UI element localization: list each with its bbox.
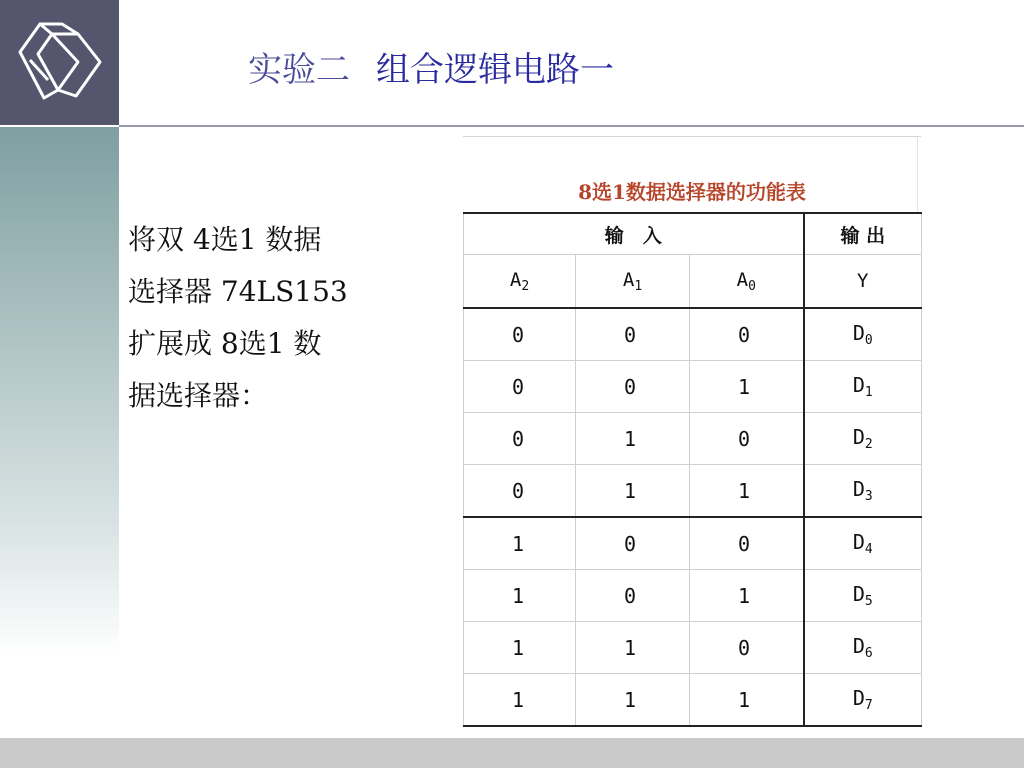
cell-a2: 1 [464, 622, 576, 674]
cell-a2: 1 [464, 674, 576, 727]
outputs-header: 输 出 [804, 213, 922, 255]
cell-a1: 0 [576, 517, 690, 570]
slide-title [248, 40, 614, 100]
cell-y: $D_3$ [804, 465, 922, 518]
cell-a1: 0 [576, 361, 690, 413]
truth-table [463, 212, 922, 727]
description-line: 将双 4选1 数据 [128, 223, 322, 256]
col-header-a2: $A_2$ [464, 255, 576, 309]
table-row [464, 622, 922, 674]
table-row [464, 308, 922, 361]
title-part1: 实验二 [248, 50, 350, 90]
column-header-row [464, 255, 922, 309]
cell-a1: 0 [576, 308, 690, 361]
cell-a1: 0 [576, 570, 690, 622]
description-line: 据选择器： [128, 379, 269, 412]
table-caption: 8选1数据选择器的功能表 [463, 136, 921, 212]
table-row [464, 674, 922, 727]
description-line: 选择器 74LS153 [128, 275, 348, 308]
header-divider [119, 125, 1024, 127]
title-part2: 组合逻辑电路一 [376, 50, 614, 90]
cell-a0: 1 [690, 570, 804, 622]
cell-a1: 1 [576, 465, 690, 518]
description-line: 扩展成 8选1 数 [128, 327, 322, 360]
col-header-a1: $A_1$ [576, 255, 690, 309]
table-row [464, 465, 922, 518]
cell-a2: 0 [464, 361, 576, 413]
col-header-a0: $A_0$ [690, 255, 804, 309]
cell-a2: 1 [464, 570, 576, 622]
cell-y: $D_1$ [804, 361, 922, 413]
cell-y: $D_0$ [804, 308, 922, 361]
cell-a0: 0 [690, 622, 804, 674]
cell-y: $D_5$ [804, 570, 922, 622]
cell-a2: 1 [464, 517, 576, 570]
table-row [464, 517, 922, 570]
table-row [464, 570, 922, 622]
cell-a0: 1 [690, 361, 804, 413]
description [128, 214, 448, 422]
cell-a1: 1 [576, 622, 690, 674]
cell-a0: 1 [690, 674, 804, 727]
cell-a2: 0 [464, 308, 576, 361]
table-row [464, 361, 922, 413]
cell-a1: 1 [576, 413, 690, 465]
cell-a2: 0 [464, 413, 576, 465]
group-header-row [464, 213, 922, 255]
left-decor-gradient [0, 127, 119, 657]
cell-a2: 0 [464, 465, 576, 518]
cell-a0: 1 [690, 465, 804, 518]
cell-a0: 0 [690, 517, 804, 570]
cell-a0: 0 [690, 413, 804, 465]
caption-frame-line [917, 136, 918, 212]
table-row [464, 413, 922, 465]
cell-y: $D_6$ [804, 622, 922, 674]
cell-a0: 0 [690, 308, 804, 361]
logo-panel [0, 0, 119, 125]
cell-a1: 1 [576, 674, 690, 727]
function-table-figure [463, 136, 921, 722]
inputs-header: 输 入 [464, 213, 804, 255]
cell-y: $D_4$ [804, 517, 922, 570]
cell-y: $D_7$ [804, 674, 922, 727]
chevron-fold-logo-icon [0, 0, 119, 125]
col-header-y: Y [804, 255, 922, 309]
footer-bar [0, 738, 1024, 768]
cell-y: $D_2$ [804, 413, 922, 465]
